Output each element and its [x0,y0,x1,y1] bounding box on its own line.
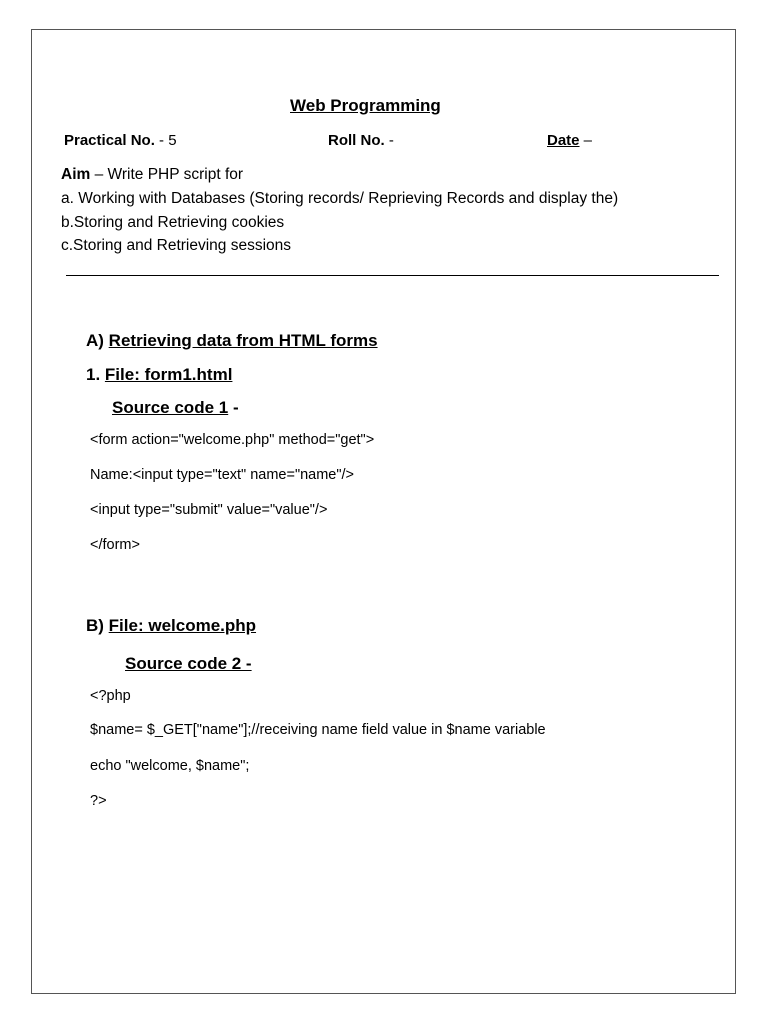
section-a-file-label: File: form1.html [104,365,233,384]
section-a-file-heading [86,365,232,385]
practical-number-label: Practical No. [64,132,155,149]
aim-item-c: c.Storing and Retrieving sessions [61,237,292,254]
aim-line [61,165,243,185]
roll-number-label: Roll No. [328,132,385,149]
code-line: ?> [90,793,107,809]
source-code-1-suffix: - [228,398,239,417]
section-a-heading [86,331,378,351]
aim-item-a: a. Working with Databases (Storing records/ Reprieving Records and display the) [61,190,619,207]
roll-number-value: - [384,132,394,149]
section-b-heading [86,616,256,636]
date-value: – [579,132,593,149]
section-b-prefix: B) [86,616,109,635]
roll-number-field [328,131,394,151]
code-line: <form action="welcome.php" method="get"> [90,432,375,448]
source-code-1-heading [112,398,239,418]
code-line: <?php [90,688,131,704]
aim-label: Aim [61,166,91,183]
date-field [547,131,592,151]
code-line: $name= $_GET["name"];//receiving name field value in $name variable [90,722,546,738]
practical-number-value: - 5 [154,132,177,149]
date-label: Date [547,132,580,149]
code-line: </form> [90,537,140,553]
section-a-file-prefix: 1. [86,365,105,384]
practical-number-field [64,131,177,151]
code-line: echo "welcome, $name"; [90,758,250,774]
source-code-2-heading: Source code 2 - [125,654,252,673]
source-code-1-label: Source code 1 [112,398,229,417]
aim-item-b: b.Storing and Retrieving cookies [61,214,285,231]
section-b-file-label: File: welcome.php [108,616,257,635]
code-line: <input type="submit" value="value"/> [90,502,328,518]
code-line: Name:<input type="text" name="name"/> [90,467,355,483]
horizontal-divider [66,275,719,276]
section-a-title: Retrieving data from HTML forms [108,331,378,350]
aim-text: – Write PHP script for [90,166,244,183]
document-title: Web Programming [290,96,441,115]
section-a-prefix: A) [86,331,109,350]
